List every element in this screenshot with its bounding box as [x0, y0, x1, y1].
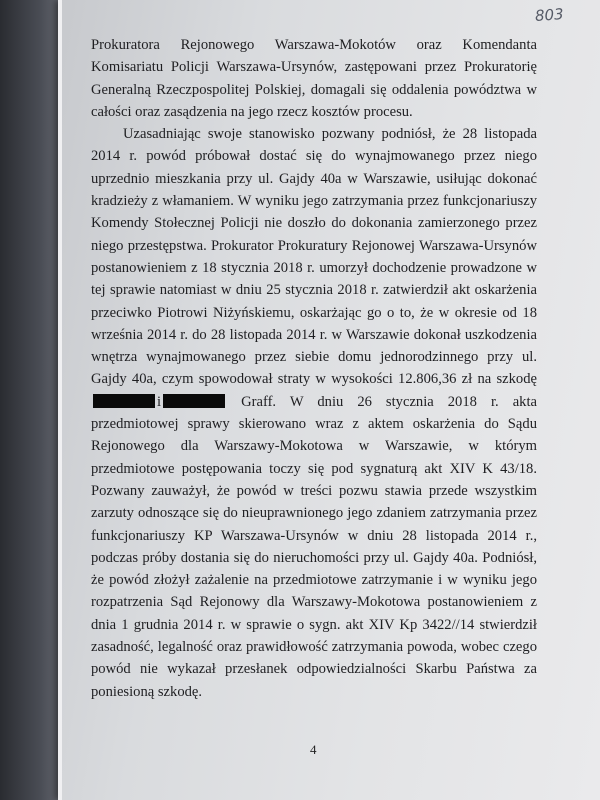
desk-background	[0, 0, 58, 800]
page-edge	[58, 0, 62, 800]
page-number: 4	[310, 742, 317, 757]
paragraph-2-part-2: Graff. W dniu 26 stycznia 2018 r. akta przedmiotowej sprawy skierowano wraz z aktem oskarżenia do Sądu Rejonowego dla Warszawy-Mokotowa w Warszawie, w którym przedmiotowe postępowania toczy się pod sygnaturą akt XIV K 43/18. Pozwany zauważył, że powód w treści pozwu stawia przede wszystkim zarzuty odnoszące się do nieuprawnionego jego zdaniem zatrzymania przez funkcjonariuszy KP Warszawa-Ursynów w dniu 28 listopada 2014 r., podczas próby dostania się do nieruchomości przy ul. Gajdy 40a. Podniósł, że powód złożył zażalenie na przedmiotowe zatrzymanie i w wyniku jego rozpatrzenia Sąd Rejonowy dla Warszawy-Mokotowa postanowieniem z dnia 1 grudnia 2014 r. w sprawie o sygn. akt XIV Kp 3422//14 stwierdził zasadność, legalność oraz prawidłowość zatrzymania powoda, wobec czego powód nie wykazał przesłanek odpowiedzialności Skarbu Państwa za poniesioną szkodę.	[91, 393, 537, 700]
handwritten-page-number: 803	[534, 5, 565, 25]
paragraph-2-conjunction: i	[157, 393, 162, 410]
redaction-box-2	[163, 394, 225, 408]
redaction-box-1	[93, 394, 155, 408]
document-body	[91, 34, 537, 703]
paragraph-2	[91, 123, 537, 703]
paragraph-2-part-1: Uzasadniając swoje stanowisko pozwany podniósł, że 28 listopada 2014 r. powód próbował dostać się do wynajmowanego przez niego uprzednio mieszkania przy ul. Gajdy 40a w Warszawie, usiłując dokonać kradzieży z włamaniem. W wyniku jego zatrzymania przez funkcjonariuszy Komendy Stołecznej Policji nie doszło do dokonania zamierzonego przez niego przestępstwa. Prokurator Prokuratury Rejonowej Warszawa-Ursynów postanowieniem z 18 stycznia 2018 r. umorzył dochodzenie prowadzone w tej sprawie natomiast w dniu 25 stycznia 2018 r. zatwierdził akt oskarżenia przeciwko Piotrowi Niżyńskiemu, oskarżając go o to, że w okresie od 18 września 2014 r. do 28 listopada 2014 r. w Warszawie dokonał uszkodzenia wnętrza wynajmowanego przez siebie domu jednorodzinnego przy ul. Gajdy 40a, czym spowodował straty w wysokości 12.806,36 zł na szkodę	[91, 126, 537, 388]
paragraph-1: Prokuratora Rejonowego Warszawa-Mokotów oraz Komendanta Komisariatu Policji Warszawa-Ursynów, zastępowani przez Prokuratorię Generalną Rzeczpospolitej Polskiej, domagali się oddalenia powództwa w całości oraz zasądzenia na jego rzecz kosztów procesu.	[91, 37, 537, 120]
